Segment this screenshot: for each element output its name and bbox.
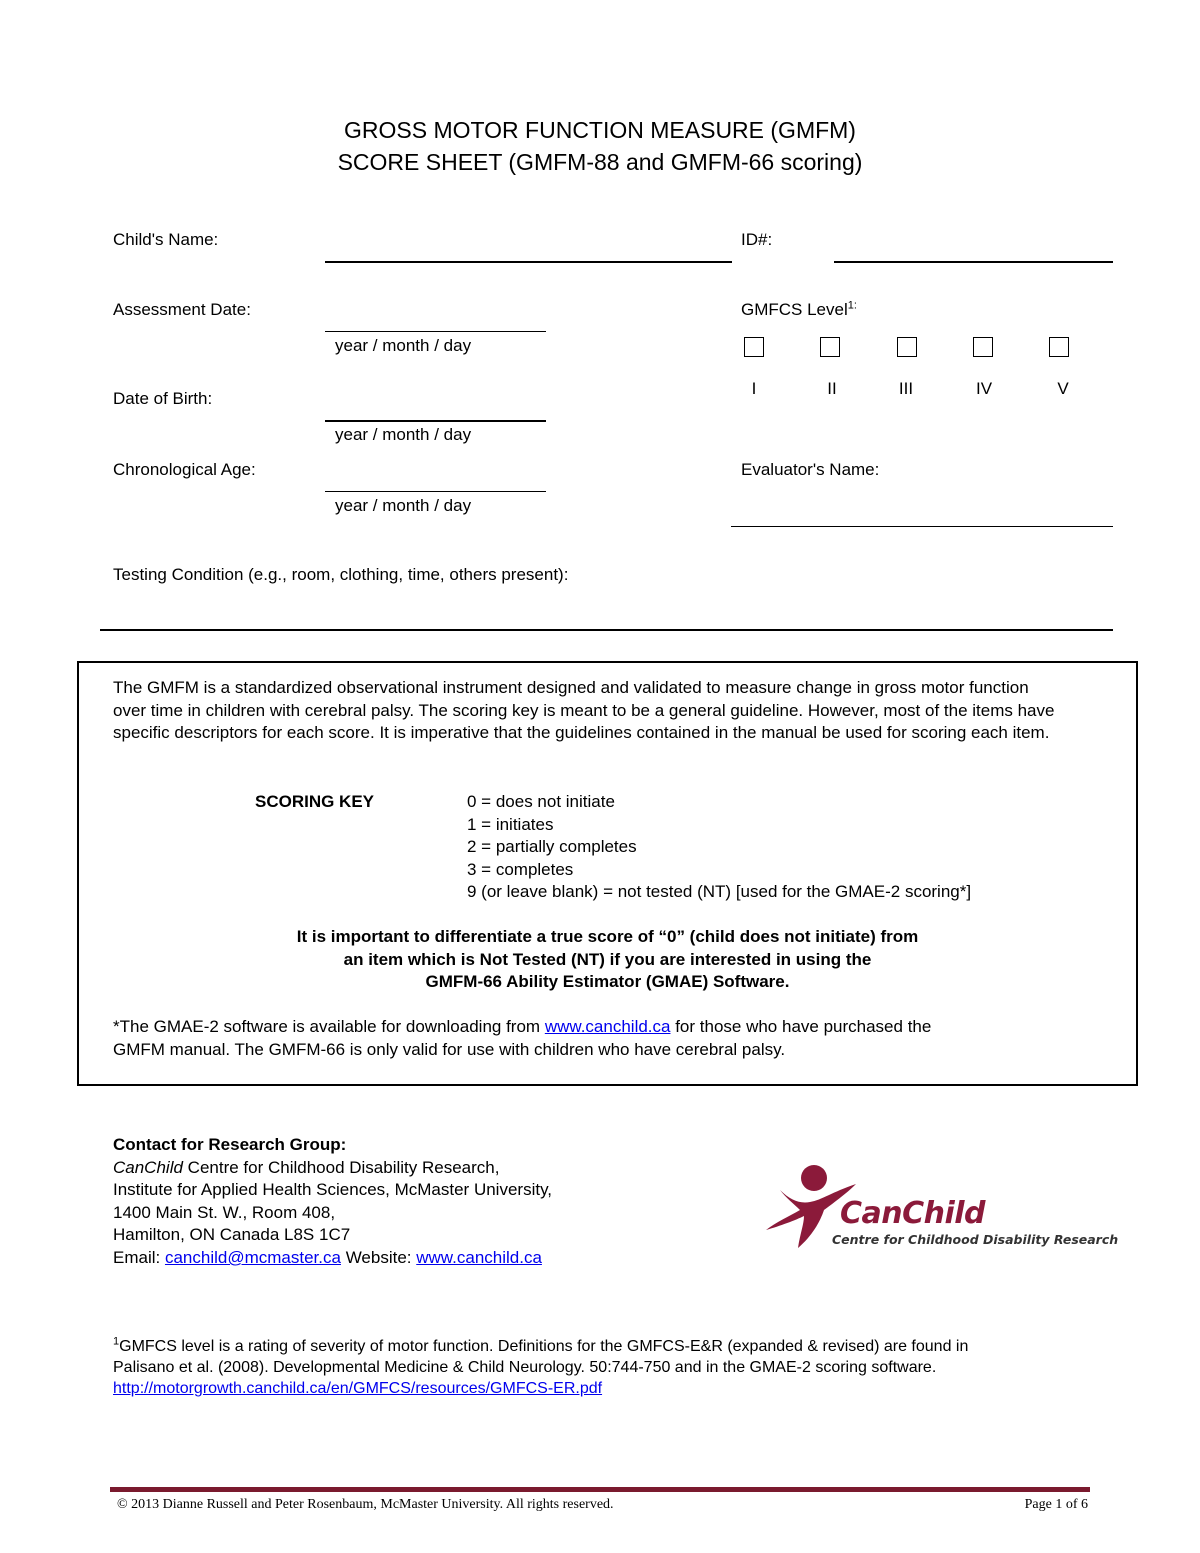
- logo-tagline: Centre for Childhood Disability Research: [832, 1232, 1119, 1247]
- gmae-note: [113, 1016, 931, 1061]
- gmfcs-checkbox-5[interactable]: [1049, 337, 1069, 357]
- gmae-note-text: for those who have purchased the: [670, 1017, 932, 1036]
- gmfcs-level-1-label: I: [751, 379, 757, 398]
- evaluator-field[interactable]: [731, 526, 1113, 527]
- id-field[interactable]: [834, 261, 1113, 263]
- child-name-label: Child's Name:: [113, 230, 219, 249]
- chrono-age-label: Chronological Age:: [113, 460, 256, 479]
- testing-condition-label: Testing Condition (e.g., room, clothing, time, others present):: [113, 565, 569, 584]
- scoring-key-item: 2 = partially completes: [467, 837, 637, 857]
- important-note: [77, 926, 1138, 994]
- scoring-key-item: 0 = does not initiate: [467, 792, 615, 811]
- scoring-key-item: 9 (or leave blank) = not tested (NT) [used for the GMAE-2 scoring*]: [467, 882, 972, 902]
- gmfcs-level-3-label: III: [898, 379, 914, 398]
- contact-line: Hamilton, ON Canada L8S 1C7: [113, 1225, 351, 1245]
- footnote: [113, 1336, 968, 1399]
- gmfcs-level-label: GMFCS Level$^{1:}$: [741, 299, 857, 319]
- important-line: GMFM-66 Ability Estimator (GMAE) Software.: [425, 972, 790, 992]
- gmfcs-checkbox-4[interactable]: [973, 337, 993, 357]
- org-name-rest: Centre for Childhood Disability Research,: [182, 1157, 500, 1177]
- scoring-key-item: 3 = completes: [467, 859, 574, 879]
- id-label: ID#:: [741, 230, 773, 249]
- evaluator-label: Evaluator's Name:: [741, 460, 880, 479]
- page-subtitle: SCORE SHEET (GMFM-88 and GMFM-66 scoring): [337, 149, 863, 175]
- assessment-date-field[interactable]: [325, 331, 546, 332]
- important-line: an item which is Not Tested (NT) if you are interested in using the: [343, 949, 872, 969]
- gmfcs-footnote-marker: 1:: [847, 299, 857, 312]
- gmae-note-text: *The GMAE-2 software is available for downloading from: [113, 1017, 545, 1036]
- contact-line: 1400 Main St. W., Room 408,: [113, 1202, 336, 1222]
- assessment-date-label: Assessment Date:: [113, 300, 251, 319]
- dob-hint: year / month / day: [335, 425, 472, 444]
- canchild-logo: [760, 1160, 1119, 1260]
- important-line: It is important to differentiate a true score of “0” (child does not initiate) from: [296, 927, 919, 946]
- gmae-note-text: GMFM manual. The GMFM-66 is only valid for use with children who have cerebral palsy.: [113, 1039, 786, 1059]
- footnote-text: GMFCS level is a rating of severity of motor function. Definitions for the GMFCS-E&R (expanded & revised) are found in: [119, 1338, 969, 1355]
- copyright: [117, 1497, 614, 1513]
- chrono-age-hint: year / month / day: [335, 496, 472, 515]
- footer-divider: [110, 1487, 1090, 1492]
- canchild-link[interactable]: www.canchild.ca: [544, 1017, 671, 1036]
- email-label: Email:: [113, 1247, 165, 1267]
- dob-label: Date of Birth:: [113, 389, 213, 408]
- dob-field[interactable]: [325, 420, 546, 422]
- scoring-key-title: SCORING KEY: [255, 792, 375, 811]
- testing-condition-field[interactable]: [100, 629, 1113, 631]
- gmfcs-level-4-label: IV: [975, 379, 993, 398]
- gmfcs-level-2-label: II: [827, 379, 837, 398]
- assessment-date-hint: year / month / day: [335, 336, 472, 355]
- copyright-text: 2013 Dianne Russell and Peter Rosenbaum, McMaster University. All rights reserved.: [127, 1497, 614, 1512]
- contact-heading: Contact for Research Group:: [113, 1135, 347, 1154]
- email-link[interactable]: canchild@mcmaster.ca: [164, 1247, 341, 1267]
- website-link[interactable]: www.canchild.ca: [416, 1247, 542, 1267]
- scoring-key-list: [467, 791, 971, 904]
- footnote-marker: 1: [113, 1335, 120, 1348]
- page-title: GROSS MOTOR FUNCTION MEASURE (GMFM): [344, 117, 856, 143]
- gmfcs-level-5-label: V: [1057, 379, 1069, 398]
- gmfcs-checkbox-3[interactable]: [897, 337, 917, 357]
- website-label: Website:: [340, 1247, 417, 1267]
- page-number: Page 1 of 6: [1024, 1497, 1088, 1512]
- org-name-italic: CanChild: [113, 1157, 183, 1177]
- gmfcs-checkbox-1[interactable]: [744, 337, 764, 357]
- copyright-symbol: ©: [117, 1497, 128, 1512]
- gmfcs-er-link[interactable]: http://motorgrowth.canchild.ca/en/GMFCS/resources/GMFCS-ER.pdf: [113, 1380, 603, 1397]
- contact-line: Institute for Applied Health Sciences, McMaster University,: [113, 1180, 553, 1200]
- contact-block: [113, 1134, 552, 1270]
- gmfcs-checkbox-2[interactable]: [820, 337, 840, 357]
- logo-name: CanChild: [840, 1196, 986, 1231]
- info-paragraph: The GMFM is a standardized observational instrument designed and validated to measure change in gross motor function over time in children with cerebral palsy. The scoring key is meant to be a general guideline. However, most of the items have specific descriptors for each score. It is imperative that the guidelines contained in the manual be used for scoring each item.: [113, 678, 1055, 743]
- footnote-text: Palisano et al. (2008). Developmental Medicine & Child Neurology. 50:744-750 and in the GMAE-2 scoring software.: [113, 1359, 937, 1376]
- child-name-field[interactable]: [325, 261, 732, 263]
- scoring-key-item: 1 = initiates: [467, 814, 554, 834]
- chrono-age-field[interactable]: [325, 491, 546, 492]
